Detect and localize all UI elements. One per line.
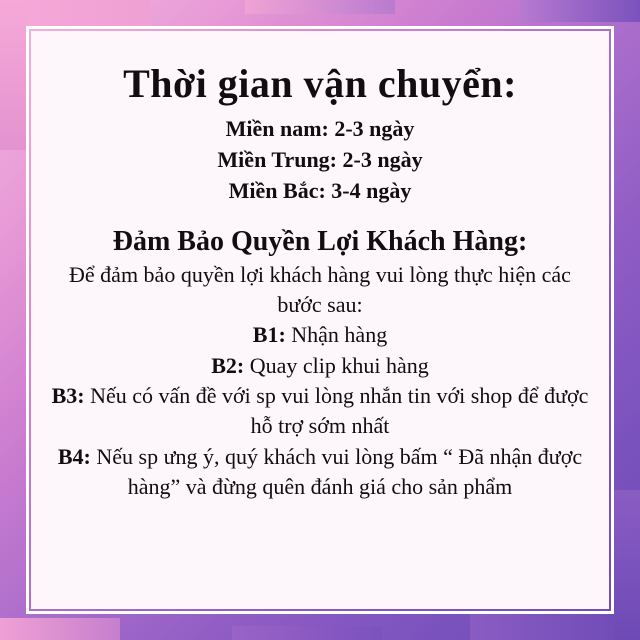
corner-decoration-top-right [520, 0, 640, 22]
content-card [31, 31, 609, 609]
shipping-line-north: Miền Bắc: 3-4 ngày [228, 178, 412, 204]
step-text-1: Nhận hàng [285, 322, 388, 348]
notch-bottom-decoration [232, 626, 382, 640]
step-item-1 [253, 320, 387, 350]
corner-decoration-bottom-left [0, 618, 120, 640]
notch-top-decoration [245, 0, 395, 14]
step-item-2 [211, 351, 429, 381]
shipping-line-central: Miền Trung: 2-3 ngày [217, 147, 423, 173]
step-label-4: B4: [57, 443, 91, 469]
corner-decoration-left [0, 0, 26, 150]
step-item-3 [50, 381, 590, 442]
shipping-time-heading: Thời gian vận chuyển: [123, 61, 517, 106]
customer-guarantee-heading: Đảm Bảo Quyền Lợi Khách Hàng: [112, 225, 528, 257]
step-text-3: Nếu có vấn đề với sp vui lòng nhắn tin với shop để được hỗ trợ sớm nhất [84, 382, 589, 439]
step-text-4: Nếu sp ưng ý, quý khách vui lòng bấm “ Đã nhận được hàng” và đừng quên đánh giá cho sản phẩm [90, 443, 583, 500]
step-item-4 [50, 442, 590, 503]
corner-decoration-right [614, 490, 640, 640]
step-text-2: Quay clip khui hàng [244, 352, 429, 378]
guarantee-intro-text: Để đảm bảo quyền lợi khách hàng vui lòng thực hiện các bước sau: [69, 261, 571, 317]
step-label-1: B1: [252, 322, 286, 348]
step-label-3: B3: [51, 382, 85, 408]
step-label-2: B2: [211, 352, 245, 378]
shipping-time-list [217, 113, 422, 207]
shipping-line-south: Miền nam: 2-3 ngày [225, 116, 415, 141]
